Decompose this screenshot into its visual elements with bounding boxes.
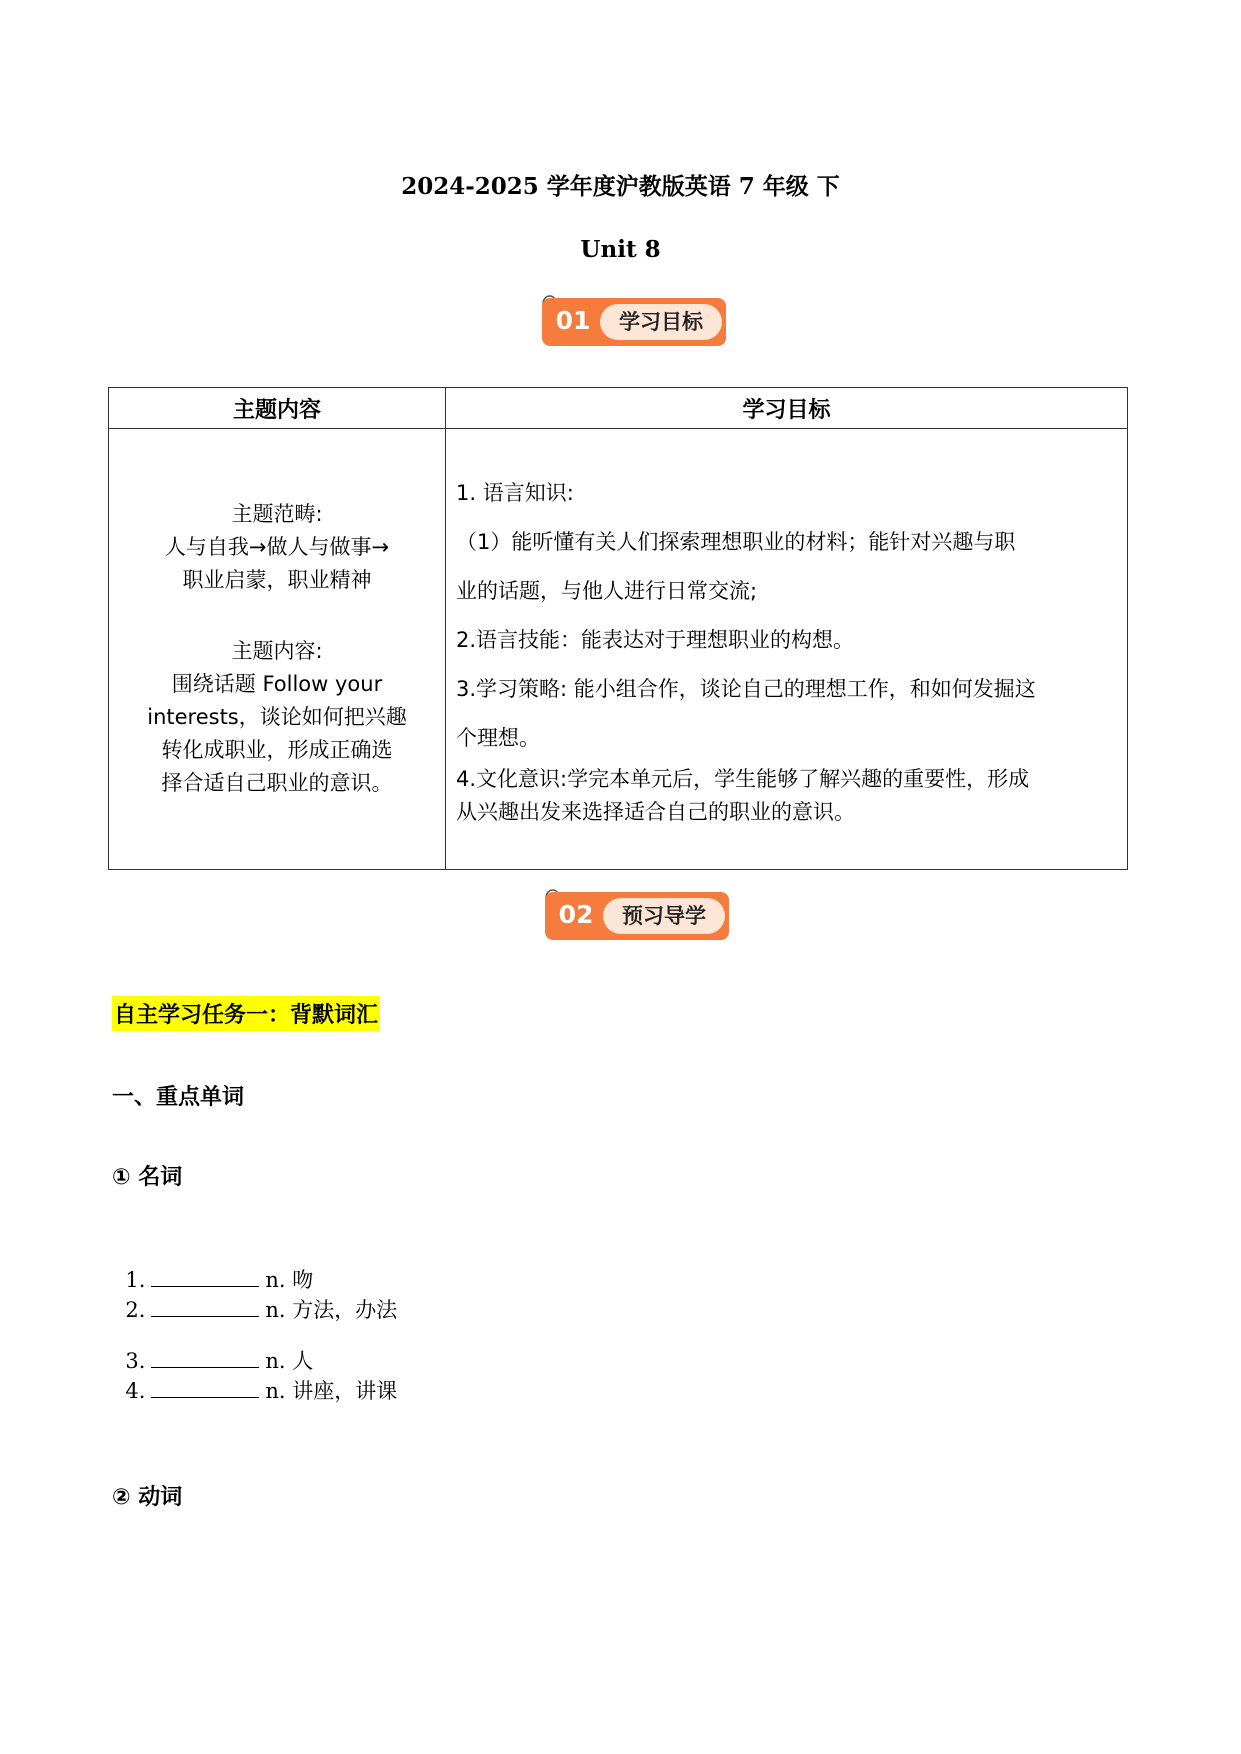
verbs-heading: ② 动词 bbox=[112, 1485, 183, 1510]
goal-line: 业的话题，与他人进行日常交流; bbox=[456, 579, 758, 603]
goal-line: （1）能听懂有关人们探索理想职业的材料；能针对兴趣与职 bbox=[456, 530, 1016, 554]
section-badge-preview bbox=[539, 882, 739, 942]
answer-blank[interactable] bbox=[151, 1377, 259, 1398]
badge-number: 02 bbox=[558, 900, 594, 929]
vocab-row bbox=[112, 1321, 397, 1405]
vocab-row bbox=[112, 1240, 397, 1324]
list-item: 3. n. 人 bbox=[125, 1349, 314, 1373]
section-heading: 一、重点单词 bbox=[112, 1085, 245, 1110]
badge-label: 预习导学 bbox=[622, 904, 706, 928]
content-line: 择合适自己职业的意识。 bbox=[161, 771, 393, 795]
section-badge-goals bbox=[536, 288, 736, 348]
content-label: 主题内容: bbox=[231, 639, 323, 663]
goal-line: 4.文化意识:学完本单元后，学生能够了解兴趣的重要性，形成 bbox=[456, 767, 1030, 791]
document-title: 2024-2025 学年度沪教版英语 7 年级 下 bbox=[401, 173, 840, 200]
list-item: 4. n. 讲座，讲课 bbox=[125, 1379, 398, 1403]
content-line: 围绕话题 Follow your bbox=[171, 672, 383, 696]
answer-blank[interactable] bbox=[151, 1296, 259, 1317]
scope-label: 主题范畴: bbox=[231, 502, 323, 526]
header-topic: 主题内容 bbox=[109, 388, 446, 429]
learning-goals-table bbox=[108, 387, 1128, 870]
answer-blank[interactable] bbox=[151, 1347, 259, 1368]
goal-line: 个理想。 bbox=[456, 726, 540, 750]
table-header-row bbox=[109, 388, 1128, 429]
content-line: interests，谈论如何把兴趣 bbox=[147, 705, 407, 729]
goal-line: 2.语言技能：能表达对于理想职业的构想。 bbox=[456, 628, 855, 652]
table-row bbox=[109, 429, 1128, 870]
goal-line: 1. 语言知识: bbox=[456, 481, 574, 505]
goals-cell bbox=[446, 429, 1128, 870]
content-line: 转化成职业，形成正确选 bbox=[161, 738, 393, 762]
list-item: 2. n. 方法，办法 bbox=[125, 1298, 398, 1322]
badge-number: 01 bbox=[555, 306, 591, 335]
nouns-heading: ① 名词 bbox=[112, 1165, 183, 1190]
goal-line: 从兴趣出发来选择适合自己的职业的意识。 bbox=[456, 800, 855, 824]
header-goals: 学习目标 bbox=[446, 388, 1128, 429]
unit-title: Unit 8 bbox=[580, 236, 661, 263]
scope-line: 职业启蒙，职业精神 bbox=[182, 568, 372, 592]
scope-line: 人与自我→做人与做事→ bbox=[164, 535, 390, 559]
badge-label: 学习目标 bbox=[619, 310, 703, 334]
answer-blank[interactable] bbox=[151, 1266, 259, 1287]
goal-line: 3.学习策略: 能小组合作，谈论自己的理想工作，和如何发掘这 bbox=[456, 677, 1036, 701]
topic-cell bbox=[109, 429, 446, 870]
list-item: 1. n. 吻 bbox=[125, 1268, 314, 1292]
task-heading: 自主学习任务一：背默词汇 bbox=[112, 996, 380, 1031]
